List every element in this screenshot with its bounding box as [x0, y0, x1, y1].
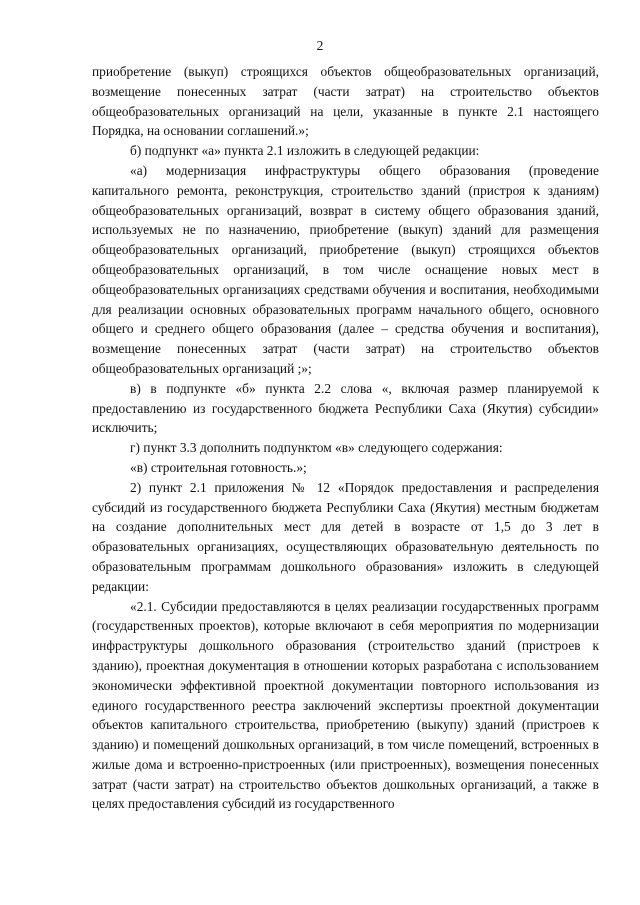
paragraph: «а) модернизация инфраструктуры общего образования (проведение капитального ремонта, реконструкция, строительство зданий (пристроя к зданиям) общеобразовательных организаций, возврат в систему общего образования зданий, используемых не по назначению, приобретение (выкуп) зданий для размещения общеобразовательных организаций, приобретение (выкуп) строящихся объектов общеобразовательных организаций, в том числе оснащение новых мест в общеобразовательных организациях средствами обучения и воспитания, необходимыми для реализации основных образовательных программ начального общего, основного общего и среднего общего образования (далее – средства обучения и воспитания), возмещение понесенных затрат (части затрат) на строительство объектов общеобразовательных организаций ;»;: [92, 162, 599, 376]
paragraph: б) подпункт «а» пункта 2.1 изложить в следующей редакции:: [130, 143, 480, 159]
paragraph: 2) пункт 2.1 приложения № 12 «Порядок предоставления и распределения субсидий из государственного бюджета Республики Саха (Якутия) местным бюджетам на создание дополнительных мест для детей в возрасте от 1,5 до 3 лет в образовательных организациях, осуществляющих образовательную деятельность по образовательным программам дошкольного образования» изложить в следующей редакции:: [92, 479, 599, 594]
paragraph: приобретение (выкуп) строящихся объектов общеобразовательных организаций, возмещение понесенных затрат (части затрат) на строительство объектов общеобразовательных организаций на цели, указанные в пункте 2.1 настоящего Порядка, на основании соглашений.»;: [92, 64, 599, 139]
paragraph: г) пункт 3.3 дополнить подпунктом «в» следующего содержания:: [130, 440, 503, 456]
paragraph: «в) строительная готовность.»;: [130, 459, 307, 475]
document-body: [92, 62, 599, 814]
page-number: 2: [316, 38, 324, 53]
paragraph: в) в подпункте «б» пункта 2.2 слова «, включая размер планируемой к предоставлению из государственного бюджета Республики Саха (Якутия) субсидии» исключить;: [92, 380, 599, 436]
paragraph: «2.1. Субсидии предоставляются в целях реализации государственных программ (государственных проектов), которые включают в себя мероприятия по модернизации инфраструктуры дошкольного образования (строительство зданий (пристроев к зданию), проектная документация в отношении которых разработана с использованием экономически эффективной проектной документации повторного использования из единого государственного реестра заключений экспертизы проектной документации объектов капитального строительства, приобретению (выкупу) зданий (пристроев к зданию) и помещений дошкольных организаций, в том числе помещений, встроенных в жилые дома и встроенно-пристроенных (или пристроенных), возмещения понесенных затрат (части затрат) на строительство объектов дошкольных организаций, а также в целях предоставления субсидий из государственного: [92, 598, 599, 812]
